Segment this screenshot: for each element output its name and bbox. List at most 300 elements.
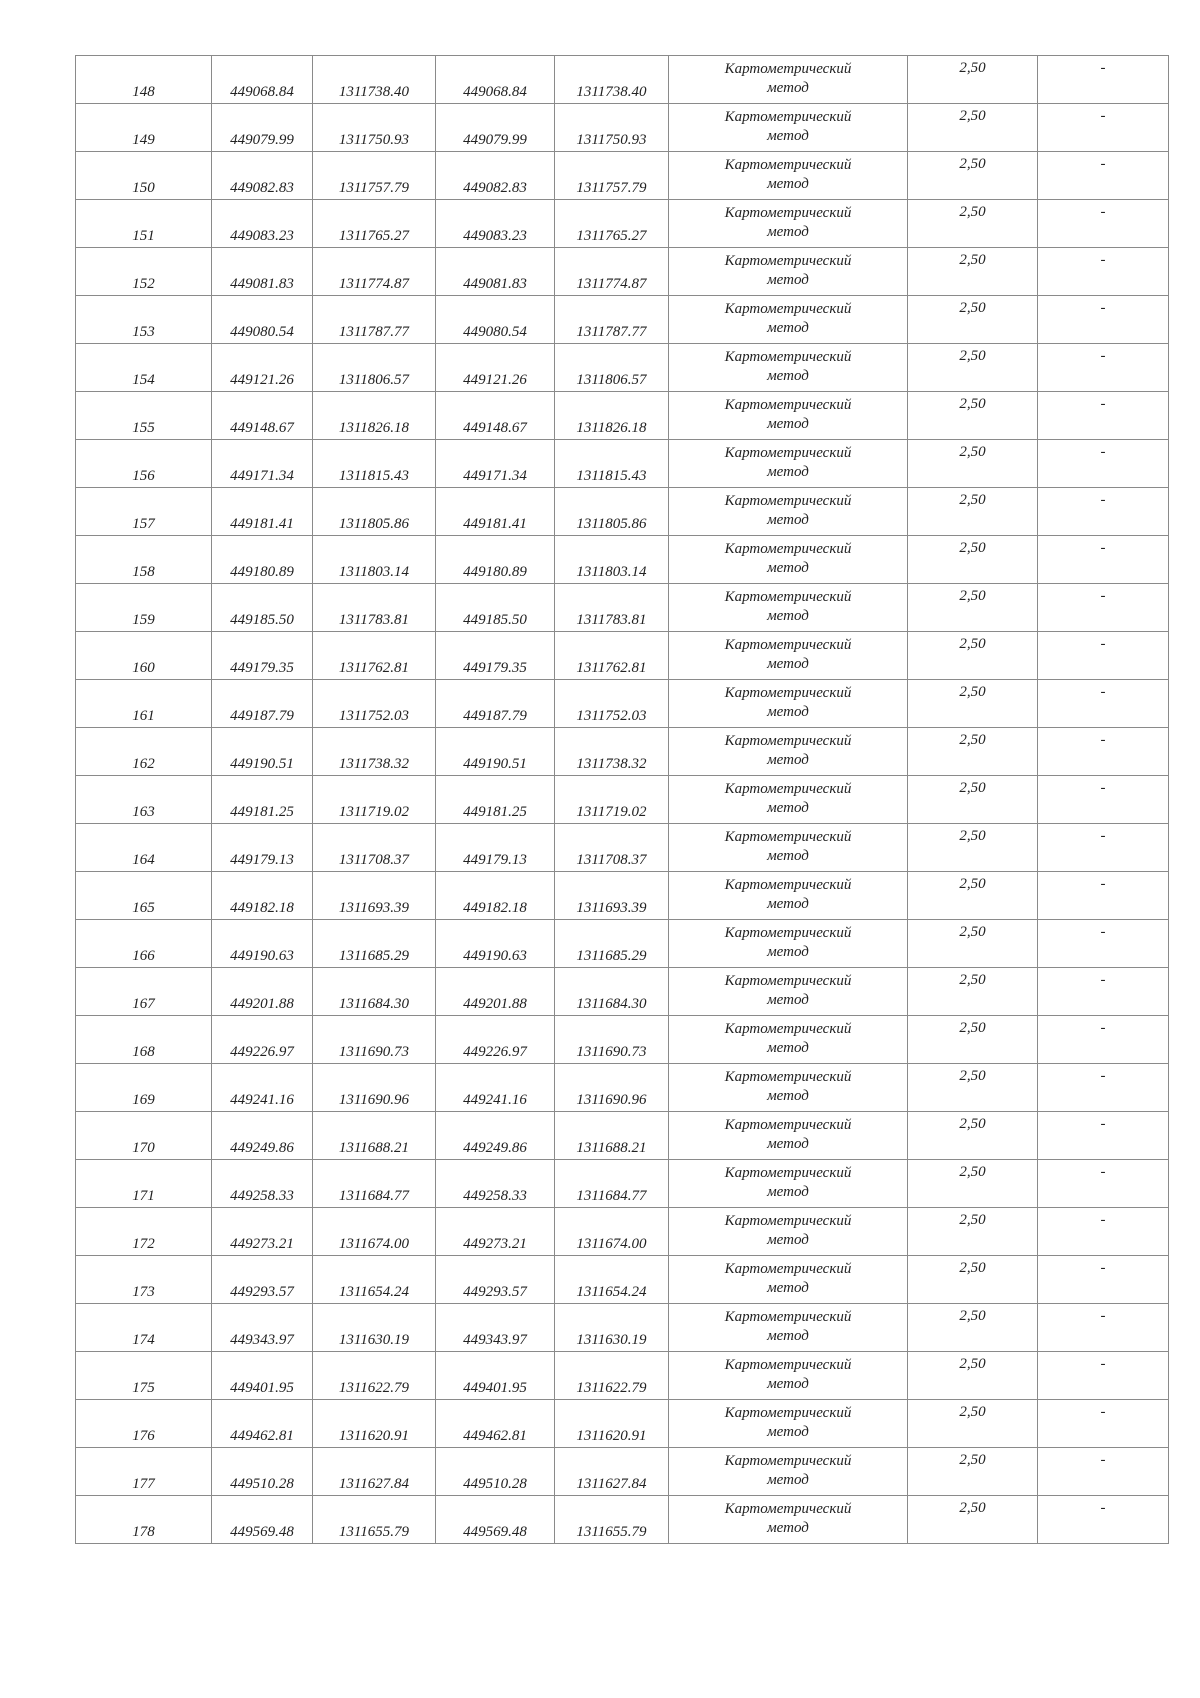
method-line-1: Картометрический	[724, 733, 852, 749]
method-line-2: метод	[767, 1136, 809, 1152]
new-x-cell: 449201.88	[436, 968, 555, 1016]
accuracy-cell: 2,50	[908, 1016, 1038, 1064]
description-cell: -	[1038, 776, 1169, 824]
existing-x-cell: 449343.97	[212, 1304, 313, 1352]
table-row	[76, 104, 1169, 152]
point-number-cell: 178	[76, 1496, 212, 1544]
existing-y-cell: 1311787.77	[313, 296, 436, 344]
existing-y-cell: 1311627.84	[313, 1448, 436, 1496]
new-x-cell: 449273.21	[436, 1208, 555, 1256]
method-cell	[669, 56, 908, 104]
existing-x-cell: 449121.26	[212, 344, 313, 392]
accuracy-cell: 2,50	[908, 536, 1038, 584]
method-line-1: Картометрический	[724, 109, 852, 125]
method-line-2: метод	[767, 272, 809, 288]
table-row	[76, 632, 1169, 680]
description-cell: -	[1038, 728, 1169, 776]
accuracy-cell: 2,50	[908, 1064, 1038, 1112]
new-y-cell: 1311826.18	[555, 392, 669, 440]
new-y-cell: 1311750.93	[555, 104, 669, 152]
new-x-cell: 449179.13	[436, 824, 555, 872]
new-x-cell: 449171.34	[436, 440, 555, 488]
method-line-2: метод	[767, 944, 809, 960]
accuracy-cell: 2,50	[908, 200, 1038, 248]
method-cell	[669, 584, 908, 632]
point-number-cell: 170	[76, 1112, 212, 1160]
method-cell	[669, 1160, 908, 1208]
existing-x-cell: 449185.50	[212, 584, 313, 632]
description-cell: -	[1038, 536, 1169, 584]
method-line-2: метод	[767, 1040, 809, 1056]
point-number-cell: 171	[76, 1160, 212, 1208]
method-cell	[669, 1208, 908, 1256]
table-row	[76, 1352, 1169, 1400]
new-y-cell: 1311622.79	[555, 1352, 669, 1400]
method-line-1: Картометрический	[724, 301, 852, 317]
new-x-cell: 449181.41	[436, 488, 555, 536]
accuracy-cell: 2,50	[908, 824, 1038, 872]
new-x-cell: 449082.83	[436, 152, 555, 200]
existing-x-cell: 449273.21	[212, 1208, 313, 1256]
existing-y-cell: 1311803.14	[313, 536, 436, 584]
method-line-1: Картометрический	[724, 1213, 852, 1229]
existing-y-cell: 1311783.81	[313, 584, 436, 632]
existing-x-cell: 449171.34	[212, 440, 313, 488]
method-line-2: метод	[767, 656, 809, 672]
existing-x-cell: 449079.99	[212, 104, 313, 152]
table-row	[76, 1112, 1169, 1160]
method-line-2: метод	[767, 128, 809, 144]
new-y-cell: 1311708.37	[555, 824, 669, 872]
accuracy-cell: 2,50	[908, 56, 1038, 104]
method-line-1: Картометрический	[724, 1261, 852, 1277]
method-line-2: метод	[767, 1088, 809, 1104]
description-cell: -	[1038, 1160, 1169, 1208]
point-number-cell: 165	[76, 872, 212, 920]
description-cell: -	[1038, 632, 1169, 680]
new-x-cell: 449249.86	[436, 1112, 555, 1160]
new-x-cell: 449083.23	[436, 200, 555, 248]
new-x-cell: 449187.79	[436, 680, 555, 728]
method-line-1: Картометрический	[724, 829, 852, 845]
method-line-1: Картометрический	[724, 253, 852, 269]
accuracy-cell: 2,50	[908, 920, 1038, 968]
method-line-1: Картометрический	[724, 973, 852, 989]
description-cell: -	[1038, 680, 1169, 728]
existing-y-cell: 1311762.81	[313, 632, 436, 680]
existing-x-cell: 449293.57	[212, 1256, 313, 1304]
table-row	[76, 1448, 1169, 1496]
method-cell	[669, 248, 908, 296]
description-cell: -	[1038, 296, 1169, 344]
accuracy-cell: 2,50	[908, 1448, 1038, 1496]
accuracy-cell: 2,50	[908, 1160, 1038, 1208]
method-line-1: Картометрический	[724, 637, 852, 653]
method-cell	[669, 344, 908, 392]
method-cell	[669, 200, 908, 248]
new-y-cell: 1311815.43	[555, 440, 669, 488]
method-line-2: метод	[767, 224, 809, 240]
point-number-cell: 162	[76, 728, 212, 776]
method-cell	[669, 920, 908, 968]
new-x-cell: 449079.99	[436, 104, 555, 152]
new-x-cell: 449081.83	[436, 248, 555, 296]
point-number-cell: 153	[76, 296, 212, 344]
new-y-cell: 1311738.40	[555, 56, 669, 104]
table-row	[76, 344, 1169, 392]
method-cell	[669, 632, 908, 680]
table-row	[76, 56, 1169, 104]
method-line-1: Картометрический	[724, 1117, 852, 1133]
point-number-cell: 173	[76, 1256, 212, 1304]
method-line-2: метод	[767, 992, 809, 1008]
point-number-cell: 155	[76, 392, 212, 440]
method-cell	[669, 1064, 908, 1112]
existing-y-cell: 1311805.86	[313, 488, 436, 536]
method-line-1: Картометрический	[724, 1069, 852, 1085]
new-y-cell: 1311620.91	[555, 1400, 669, 1448]
existing-y-cell: 1311688.21	[313, 1112, 436, 1160]
method-line-2: метод	[767, 512, 809, 528]
table-row	[76, 152, 1169, 200]
existing-y-cell: 1311674.00	[313, 1208, 436, 1256]
description-cell: -	[1038, 1016, 1169, 1064]
method-line-1: Картометрический	[724, 397, 852, 413]
method-line-2: метод	[767, 416, 809, 432]
method-line-2: метод	[767, 800, 809, 816]
accuracy-cell: 2,50	[908, 728, 1038, 776]
method-cell	[669, 1256, 908, 1304]
table-row	[76, 1064, 1169, 1112]
existing-y-cell: 1311690.96	[313, 1064, 436, 1112]
method-cell	[669, 536, 908, 584]
method-line-1: Картометрический	[724, 1021, 852, 1037]
description-cell: -	[1038, 200, 1169, 248]
new-x-cell: 449185.50	[436, 584, 555, 632]
new-x-cell: 449401.95	[436, 1352, 555, 1400]
new-x-cell: 449182.18	[436, 872, 555, 920]
existing-y-cell: 1311708.37	[313, 824, 436, 872]
description-cell: -	[1038, 872, 1169, 920]
existing-y-cell: 1311765.27	[313, 200, 436, 248]
method-line-2: метод	[767, 896, 809, 912]
existing-x-cell: 449241.16	[212, 1064, 313, 1112]
new-y-cell: 1311774.87	[555, 248, 669, 296]
method-cell	[669, 776, 908, 824]
accuracy-cell: 2,50	[908, 296, 1038, 344]
method-line-1: Картометрический	[724, 685, 852, 701]
method-cell	[669, 1112, 908, 1160]
accuracy-cell: 2,50	[908, 1352, 1038, 1400]
method-cell	[669, 728, 908, 776]
table-row	[76, 1160, 1169, 1208]
method-line-1: Картометрический	[724, 493, 852, 509]
method-line-1: Картометрический	[724, 1453, 852, 1469]
table-row	[76, 536, 1169, 584]
table-row	[76, 200, 1169, 248]
method-line-1: Картометрический	[724, 1501, 852, 1517]
description-cell: -	[1038, 1208, 1169, 1256]
existing-y-cell: 1311738.32	[313, 728, 436, 776]
method-cell	[669, 1304, 908, 1352]
new-y-cell: 1311674.00	[555, 1208, 669, 1256]
existing-x-cell: 449190.51	[212, 728, 313, 776]
existing-x-cell: 449569.48	[212, 1496, 313, 1544]
existing-y-cell: 1311685.29	[313, 920, 436, 968]
method-line-1: Картометрический	[724, 925, 852, 941]
method-line-2: метод	[767, 1184, 809, 1200]
description-cell: -	[1038, 440, 1169, 488]
existing-x-cell: 449249.86	[212, 1112, 313, 1160]
description-cell: -	[1038, 1400, 1169, 1448]
point-number-cell: 151	[76, 200, 212, 248]
new-y-cell: 1311765.27	[555, 200, 669, 248]
method-line-1: Картометрический	[724, 445, 852, 461]
new-x-cell: 449181.25	[436, 776, 555, 824]
accuracy-cell: 2,50	[908, 104, 1038, 152]
existing-x-cell: 449080.54	[212, 296, 313, 344]
existing-x-cell: 449179.13	[212, 824, 313, 872]
method-line-2: метод	[767, 1472, 809, 1488]
existing-x-cell: 449068.84	[212, 56, 313, 104]
method-line-1: Картометрический	[724, 61, 852, 77]
new-y-cell: 1311719.02	[555, 776, 669, 824]
table-row	[76, 968, 1169, 1016]
new-y-cell: 1311690.96	[555, 1064, 669, 1112]
table-row	[76, 680, 1169, 728]
accuracy-cell: 2,50	[908, 392, 1038, 440]
table-row	[76, 392, 1169, 440]
accuracy-cell: 2,50	[908, 632, 1038, 680]
accuracy-cell: 2,50	[908, 1304, 1038, 1352]
point-number-cell: 150	[76, 152, 212, 200]
existing-y-cell: 1311738.40	[313, 56, 436, 104]
method-cell	[669, 392, 908, 440]
table-row	[76, 824, 1169, 872]
method-cell	[669, 1352, 908, 1400]
existing-y-cell: 1311655.79	[313, 1496, 436, 1544]
new-x-cell: 449180.89	[436, 536, 555, 584]
table-row	[76, 872, 1169, 920]
accuracy-cell: 2,50	[908, 488, 1038, 536]
table-row	[76, 248, 1169, 296]
existing-y-cell: 1311757.79	[313, 152, 436, 200]
point-number-cell: 177	[76, 1448, 212, 1496]
method-line-2: метод	[767, 1328, 809, 1344]
table-row	[76, 296, 1169, 344]
description-cell: -	[1038, 1112, 1169, 1160]
new-y-cell: 1311655.79	[555, 1496, 669, 1544]
new-x-cell: 449226.97	[436, 1016, 555, 1064]
description-cell: -	[1038, 1352, 1169, 1400]
new-y-cell: 1311690.73	[555, 1016, 669, 1064]
point-number-cell: 149	[76, 104, 212, 152]
existing-y-cell: 1311826.18	[313, 392, 436, 440]
description-cell: -	[1038, 920, 1169, 968]
table-body	[76, 56, 1169, 1544]
method-line-2: метод	[767, 704, 809, 720]
method-line-1: Картометрический	[724, 1405, 852, 1421]
method-line-2: метод	[767, 464, 809, 480]
existing-x-cell: 449187.79	[212, 680, 313, 728]
table-row	[76, 440, 1169, 488]
description-cell: -	[1038, 1064, 1169, 1112]
method-line-1: Картометрический	[724, 589, 852, 605]
existing-y-cell: 1311750.93	[313, 104, 436, 152]
new-x-cell: 449068.84	[436, 56, 555, 104]
existing-x-cell: 449148.67	[212, 392, 313, 440]
new-y-cell: 1311805.86	[555, 488, 669, 536]
method-line-2: метод	[767, 752, 809, 768]
table-row	[76, 1304, 1169, 1352]
existing-x-cell: 449082.83	[212, 152, 313, 200]
existing-x-cell: 449401.95	[212, 1352, 313, 1400]
description-cell: -	[1038, 56, 1169, 104]
method-line-2: метод	[767, 1280, 809, 1296]
method-cell	[669, 152, 908, 200]
accuracy-cell: 2,50	[908, 872, 1038, 920]
point-number-cell: 161	[76, 680, 212, 728]
description-cell: -	[1038, 1496, 1169, 1544]
existing-y-cell: 1311622.79	[313, 1352, 436, 1400]
method-cell	[669, 968, 908, 1016]
table-row	[76, 488, 1169, 536]
method-line-1: Картометрический	[724, 157, 852, 173]
new-y-cell: 1311684.30	[555, 968, 669, 1016]
method-line-2: метод	[767, 560, 809, 576]
existing-y-cell: 1311774.87	[313, 248, 436, 296]
method-cell	[669, 488, 908, 536]
accuracy-cell: 2,50	[908, 440, 1038, 488]
method-line-2: метод	[767, 608, 809, 624]
accuracy-cell: 2,50	[908, 680, 1038, 728]
new-y-cell: 1311762.81	[555, 632, 669, 680]
table-row	[76, 920, 1169, 968]
point-number-cell: 158	[76, 536, 212, 584]
existing-y-cell: 1311654.24	[313, 1256, 436, 1304]
point-number-cell: 152	[76, 248, 212, 296]
new-x-cell: 449121.26	[436, 344, 555, 392]
existing-x-cell: 449179.35	[212, 632, 313, 680]
new-y-cell: 1311684.77	[555, 1160, 669, 1208]
new-y-cell: 1311654.24	[555, 1256, 669, 1304]
existing-y-cell: 1311620.91	[313, 1400, 436, 1448]
description-cell: -	[1038, 1304, 1169, 1352]
existing-y-cell: 1311806.57	[313, 344, 436, 392]
table-row	[76, 584, 1169, 632]
table-row	[76, 1208, 1169, 1256]
existing-x-cell: 449182.18	[212, 872, 313, 920]
new-x-cell: 449569.48	[436, 1496, 555, 1544]
table-row	[76, 728, 1169, 776]
table-row	[76, 1016, 1169, 1064]
new-x-cell: 449190.63	[436, 920, 555, 968]
point-number-cell: 174	[76, 1304, 212, 1352]
point-number-cell: 167	[76, 968, 212, 1016]
accuracy-cell: 2,50	[908, 152, 1038, 200]
method-line-1: Картометрический	[724, 205, 852, 221]
new-y-cell: 1311787.77	[555, 296, 669, 344]
method-cell	[669, 440, 908, 488]
new-y-cell: 1311627.84	[555, 1448, 669, 1496]
existing-x-cell: 449510.28	[212, 1448, 313, 1496]
new-y-cell: 1311806.57	[555, 344, 669, 392]
new-y-cell: 1311693.39	[555, 872, 669, 920]
method-cell	[669, 680, 908, 728]
accuracy-cell: 2,50	[908, 1496, 1038, 1544]
accuracy-cell: 2,50	[908, 776, 1038, 824]
method-line-2: метод	[767, 1376, 809, 1392]
description-cell: -	[1038, 104, 1169, 152]
new-x-cell: 449080.54	[436, 296, 555, 344]
new-x-cell: 449148.67	[436, 392, 555, 440]
existing-x-cell: 449226.97	[212, 1016, 313, 1064]
method-line-2: метод	[767, 80, 809, 96]
method-cell	[669, 1448, 908, 1496]
table-row	[76, 776, 1169, 824]
method-line-2: метод	[767, 848, 809, 864]
method-line-2: метод	[767, 1232, 809, 1248]
accuracy-cell: 2,50	[908, 968, 1038, 1016]
existing-x-cell: 449190.63	[212, 920, 313, 968]
method-cell	[669, 872, 908, 920]
new-x-cell: 449241.16	[436, 1064, 555, 1112]
existing-y-cell: 1311630.19	[313, 1304, 436, 1352]
existing-y-cell: 1311815.43	[313, 440, 436, 488]
method-line-2: метод	[767, 320, 809, 336]
description-cell: -	[1038, 488, 1169, 536]
accuracy-cell: 2,50	[908, 1256, 1038, 1304]
method-cell	[669, 104, 908, 152]
accuracy-cell: 2,50	[908, 248, 1038, 296]
table-row	[76, 1256, 1169, 1304]
existing-y-cell: 1311752.03	[313, 680, 436, 728]
description-cell: -	[1038, 968, 1169, 1016]
description-cell: -	[1038, 152, 1169, 200]
point-number-cell: 163	[76, 776, 212, 824]
method-line-1: Картометрический	[724, 1165, 852, 1181]
new-x-cell: 449462.81	[436, 1400, 555, 1448]
new-y-cell: 1311757.79	[555, 152, 669, 200]
description-cell: -	[1038, 1256, 1169, 1304]
method-line-1: Картометрический	[724, 349, 852, 365]
coordinates-table	[75, 55, 1169, 1544]
existing-x-cell: 449258.33	[212, 1160, 313, 1208]
point-number-cell: 156	[76, 440, 212, 488]
method-cell	[669, 1016, 908, 1064]
method-line-2: метод	[767, 1520, 809, 1536]
method-cell	[669, 296, 908, 344]
existing-x-cell: 449180.89	[212, 536, 313, 584]
existing-x-cell: 449181.41	[212, 488, 313, 536]
method-line-1: Картометрический	[724, 877, 852, 893]
table-row	[76, 1496, 1169, 1544]
new-x-cell: 449258.33	[436, 1160, 555, 1208]
existing-y-cell: 1311684.77	[313, 1160, 436, 1208]
point-number-cell: 175	[76, 1352, 212, 1400]
point-number-cell: 164	[76, 824, 212, 872]
accuracy-cell: 2,50	[908, 1400, 1038, 1448]
new-y-cell: 1311752.03	[555, 680, 669, 728]
description-cell: -	[1038, 248, 1169, 296]
existing-x-cell: 449083.23	[212, 200, 313, 248]
existing-y-cell: 1311719.02	[313, 776, 436, 824]
method-cell	[669, 1400, 908, 1448]
accuracy-cell: 2,50	[908, 584, 1038, 632]
accuracy-cell: 2,50	[908, 1208, 1038, 1256]
accuracy-cell: 2,50	[908, 344, 1038, 392]
new-x-cell: 449293.57	[436, 1256, 555, 1304]
